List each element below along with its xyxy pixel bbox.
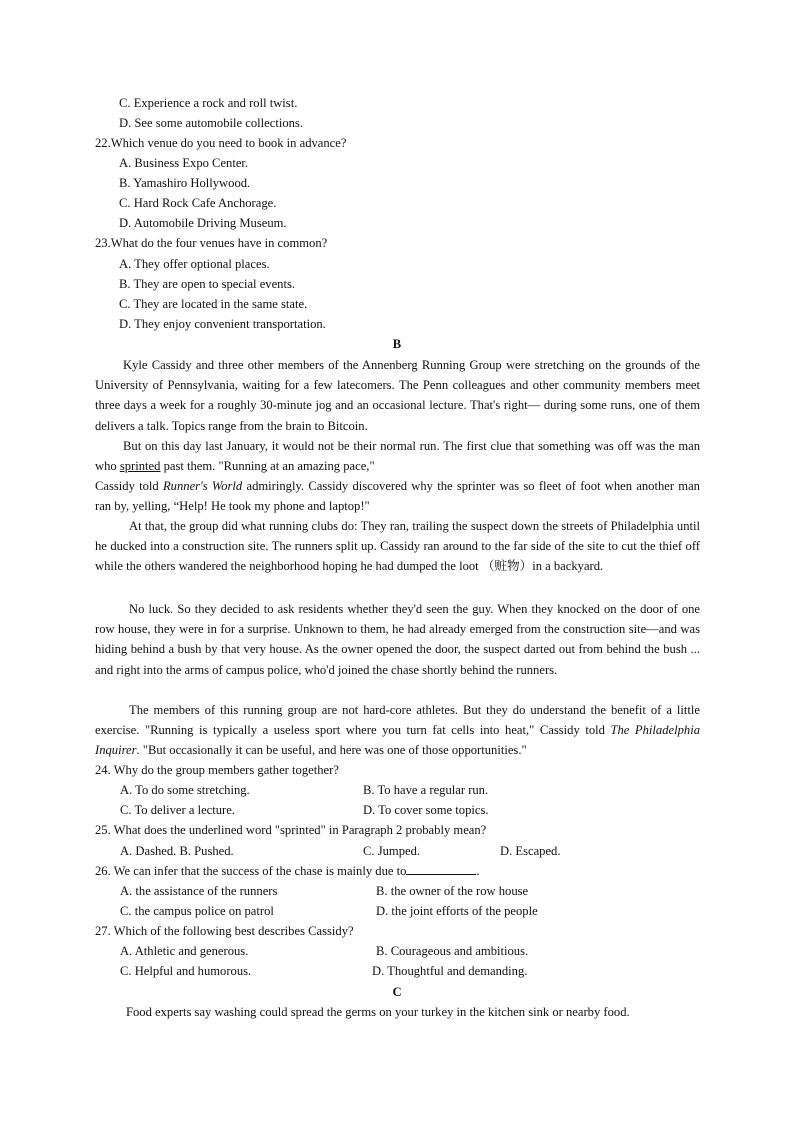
section-b-heading: B	[392, 337, 402, 351]
q23-option-c: C. They are located in the same state.	[119, 297, 308, 311]
answer-blank	[406, 861, 476, 875]
publication-runners-world: Runner's World	[162, 479, 243, 493]
q24-option-b: B. To have a regular run.	[363, 783, 489, 797]
q26-option-d: D. the joint efforts of the people	[376, 904, 538, 918]
section-c-heading: C	[392, 985, 402, 999]
q22-option-a: A. Business Expo Center.	[119, 156, 249, 170]
q27-option-c: C. Helpful and humorous.	[120, 964, 252, 978]
q26-option-a: A. the assistance of the runners	[120, 884, 278, 898]
passage-b-paragraph-1: Kyle Cassidy and three other members of the Annenberg Running Group were stretching on the grounds of the University of Pennsylvania, waiting for a few latecomers. The Penn colleagues and other community members meet three days a week for a roughly 30-minute jog and an occasional lecture. That's right— during some runs, one of them delivers a talk. Topics range from the brain to Bitcoin.	[95, 358, 700, 433]
q27-option-b: B. Courageous and ambitious.	[376, 944, 529, 958]
passage-b-paragraph-4: No luck. So they decided to ask residents whether they'd seen the guy. When they knocked on the door of one row house, they were in for a surprise. Unknown to them, he had already emerged from the construction site—and was hiding behind a bush by that very house. As the owner opened the door, the suspect darted out from behind the bush ... and right into the arms of campus police, who'd joined the chase shortly behind the runners.	[95, 602, 700, 677]
p2-text-d: admiringly. Cassidy discovered why the sprinter was so fleet of foot when another man ran by, yelling, “Help! He took my phone and laptop!"	[95, 479, 700, 514]
q22-option-c: C. Hard Rock Cafe Anchorage.	[119, 196, 277, 210]
q21-option-d: D. See some automobile collections.	[119, 116, 303, 130]
q24-stem: 24. Why do the group members gather together?	[95, 763, 339, 777]
q25-stem: 25. What does the underlined word "sprinted" in Paragraph 2 probably mean?	[95, 823, 487, 837]
p5-text-a: The members of this running group are not hard-core athletes. But they do understand the benefit of a little exercise. "Running is typically a useless sport where you turn fat cells into heat," Cassidy told	[95, 703, 700, 738]
q23-stem: 23.What do the four venues have in common?	[95, 236, 328, 250]
q26-option-b: B. the owner of the row house	[376, 884, 529, 898]
q26-stem-end: .	[476, 864, 480, 878]
q26-stem-text: 26. We can infer that the success of the chase is mainly due to	[95, 864, 407, 878]
q25-option-c: C. Jumped.	[363, 844, 421, 858]
q22-option-b: B. Yamashiro Hollywood.	[119, 176, 251, 190]
q26-option-c: C. the campus police on patrol	[120, 904, 274, 918]
p5-text-b: . "But occasionally it can be useful, and here was one of those opportunities."	[136, 743, 527, 758]
q22-option-d: D. Automobile Driving Museum.	[119, 216, 287, 230]
q25-option-ab: A. Dashed. B. Pushed.	[120, 844, 234, 858]
passage-c-paragraph-1: Food experts say washing could spread the germs on your turkey in the kitchen sink or nearby food.	[126, 1005, 630, 1019]
q23-option-a: A. They offer optional places.	[119, 257, 270, 271]
q27-stem: 27. Which of the following best describes Cassidy?	[95, 924, 354, 938]
q27-option-a: A. Athletic and generous.	[120, 944, 249, 958]
underlined-word-sprinted: sprinted	[119, 459, 161, 474]
q23-option-d: D. They enjoy convenient transportation.	[119, 317, 326, 331]
q24-option-a: A. To do some stretching.	[120, 783, 250, 797]
passage-b-paragraph-5	[95, 700, 700, 761]
q23-option-b: B. They are open to special events.	[119, 277, 296, 291]
q21-option-c: C. Experience a rock and roll twist.	[119, 96, 298, 110]
q25-option-d: D. Escaped.	[500, 844, 561, 858]
q24-option-d: D. To cover some topics.	[363, 803, 489, 817]
passage-b-paragraph-2-cont	[95, 476, 700, 516]
passage-b-paragraph-3: At that, the group did what running clubs do: They ran, trailing the suspect down the streets of Philadelphia until he ducked into a construction site. The runners split up. Cassidy ran around to the far side of the site to cut the thief off while the others wandered the neighborhood hoping he had dumped the loot （赃物）in a backyard.	[95, 519, 700, 574]
p2-text-c: Cassidy told	[95, 479, 163, 493]
q26-stem	[95, 861, 480, 881]
p2-text-b: past them. "Running at an amazing pace,"	[160, 459, 375, 474]
p2-text-a: But on this day last January, it would not be their normal run. The first clue that something was off was the man who	[95, 439, 700, 474]
passage-b-paragraph-2	[95, 436, 700, 476]
publication-philadelphia-inquirer: The Philadelphia Inquirer	[95, 723, 700, 758]
q22-stem: 22.Which venue do you need to book in advance?	[95, 136, 347, 150]
q24-option-c: C. To deliver a lecture.	[120, 803, 235, 817]
q27-option-d: D. Thoughtful and demanding.	[372, 964, 528, 978]
